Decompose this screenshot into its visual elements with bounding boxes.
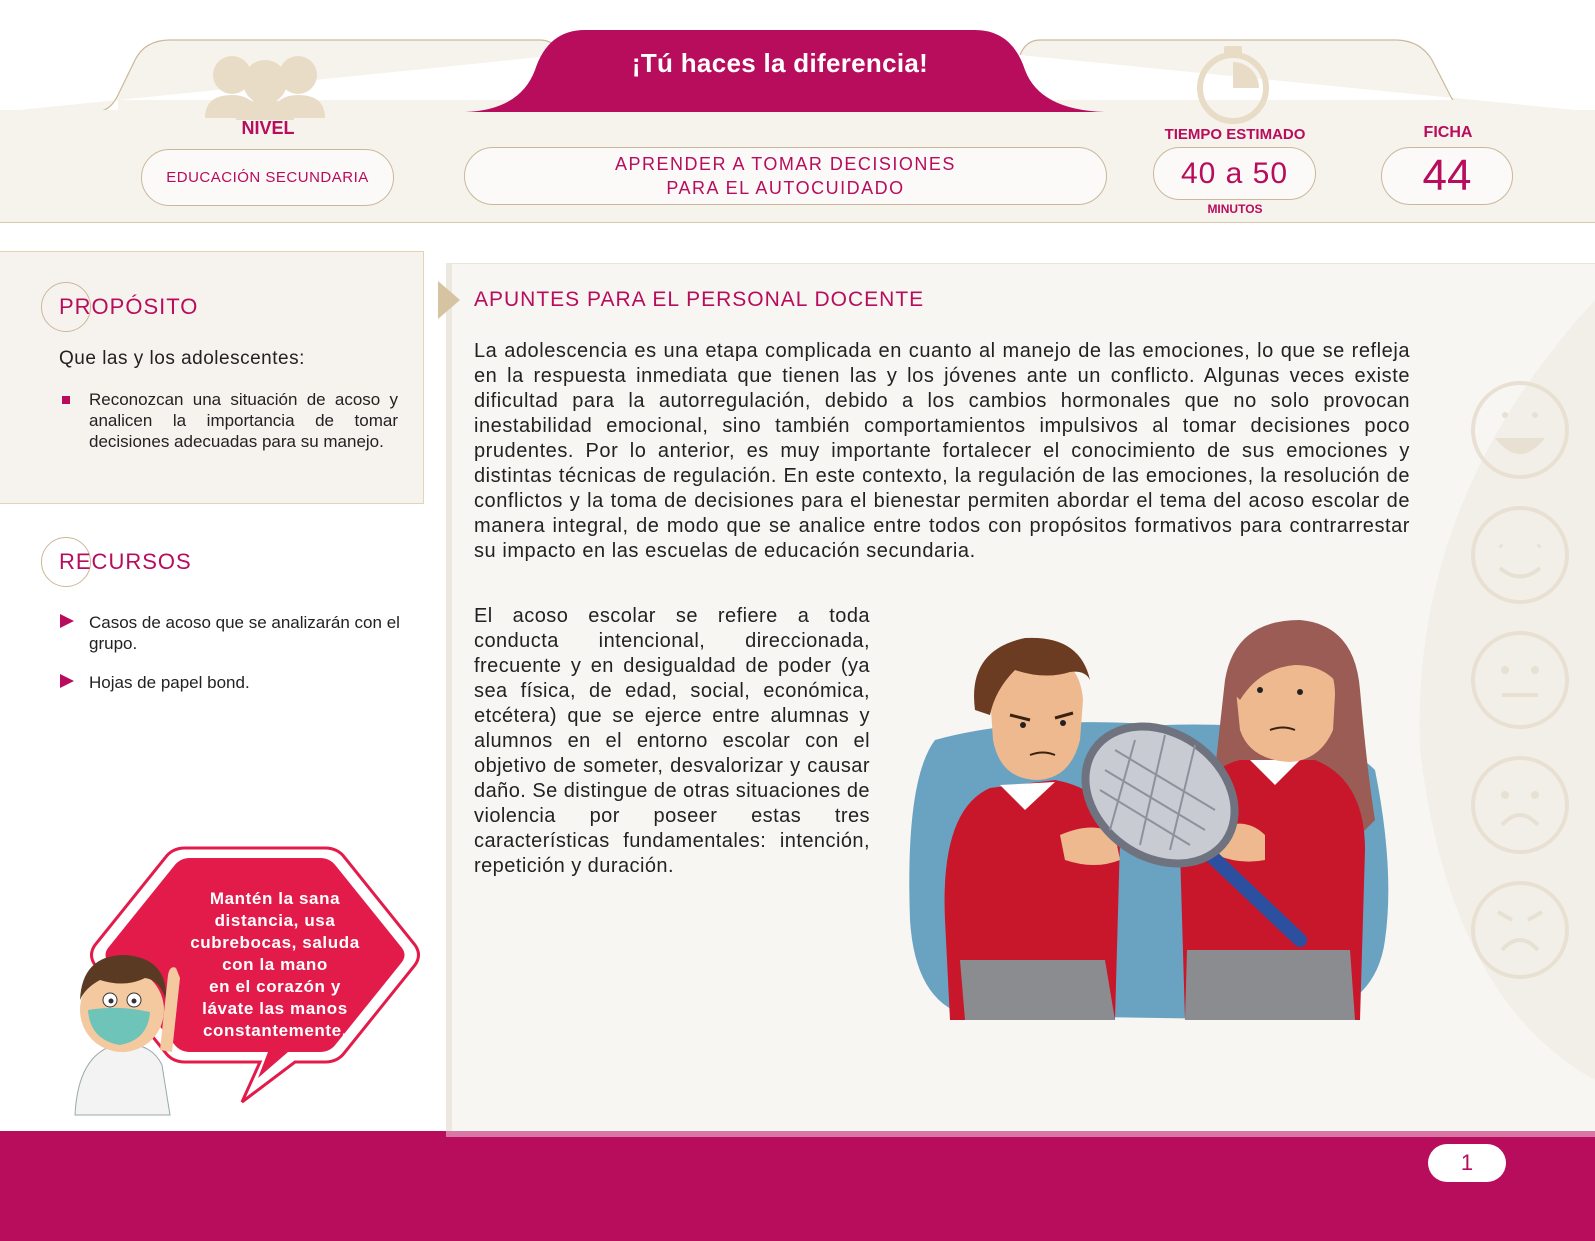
level-value: EDUCACIÓN SECUNDARIA <box>141 149 394 206</box>
purpose-title: PROPÓSITO <box>59 294 199 319</box>
hygiene-line: cubrebocas, saluda <box>190 933 360 952</box>
ficha-number: 44 <box>1381 147 1513 205</box>
hygiene-line: en el corazón y <box>209 977 341 996</box>
hygiene-line: Mantén la sana <box>209 889 341 908</box>
time-label: TIEMPO ESTIMADO <box>1164 126 1306 143</box>
footer-accent-line <box>446 1131 1595 1137</box>
bullet-square-icon <box>62 396 70 404</box>
topic-title <box>464 147 1107 205</box>
footer-band <box>0 1131 1595 1241</box>
hygiene-line: lávate las manos <box>202 999 348 1018</box>
hygiene-message <box>168 888 382 1042</box>
students-conflict-illustration <box>905 620 1405 1030</box>
notes-title: APUNTES PARA EL PERSONAL DOCENTE <box>474 288 925 311</box>
hygiene-line: constantemente. <box>202 1021 348 1040</box>
topic-line-2: PARA EL AUTOCUIDADO <box>666 178 905 198</box>
section-arrow-icon <box>438 281 460 319</box>
notes-paragraph-2: El acoso escolar se refiere a toda conducta intencional, direccionada, frecuente y en desigualdad de poder (ya sea física, de edad, social, económica, etcétera) que se ejerce entre alumnas y alumnos en el entorno escolar con el objetivo de someter, desvalorizar y causar daño. Se distingue de otras situaciones de violencia por poseer estas tres características fundamentales: intención, repetición y duración. <box>474 605 870 877</box>
bullet-arrow-icon <box>60 614 74 628</box>
notes-panel-shadow <box>446 263 452 1137</box>
purpose-intro: Que las y los adolescentes: <box>59 348 305 369</box>
bullet-arrow-icon <box>60 674 74 688</box>
hygiene-line: con la mano <box>222 955 328 974</box>
level-label: NIVEL <box>241 118 295 138</box>
resource-item: Casos de acoso que se analizarán con el grupo. <box>89 613 400 653</box>
purpose-item: Reconozcan una situación de acoso y analicen la importancia de tomar decisiones adecuadas para su manejo. <box>89 390 398 451</box>
hygiene-line: distancia, usa <box>214 911 336 930</box>
ficha-label: FICHA <box>1423 124 1473 141</box>
people-icon <box>205 56 325 120</box>
topic-line-1: APRENDER A TOMAR DECISIONES <box>615 154 956 174</box>
resource-item: Hojas de papel bond. <box>89 673 250 692</box>
time-value: 40 a 50 <box>1153 147 1316 200</box>
resources-title: RECURSOS <box>59 549 192 574</box>
boy-student-icon <box>945 638 1120 1020</box>
time-unit: MINUTOS <box>1207 202 1263 216</box>
page-number: 1 <box>1428 1144 1506 1182</box>
page-title: ¡Tú haces la diferencia! <box>631 48 929 78</box>
notes-paragraph-1: La adolescencia es una etapa complicada en cuanto al manejo de las emociones, lo que se refleja en la respuesta inmediata que tienen las y los jóvenes ante un conflicto. Algunas veces existe dificultad para la autorregulación, debido a los cambios hormonales que no solo provocan inestabilidad emocional, sino también comportamientos impulsivos al tomar decisiones poco prudentes. Por lo anterior, es muy importante fortalecer el conocimiento de sus emociones y distintas técnicas de regulación. En este contexto, la regulación de las emociones, la resolución de conflictos y la toma de decisiones para el bienestar permiten abordar el tema del acoso escolar de manera integral, de modo que se analice entre todos con propósitos formativos para contrarrestar su impacto en las escuelas de educación secundaria. <box>474 340 1410 562</box>
